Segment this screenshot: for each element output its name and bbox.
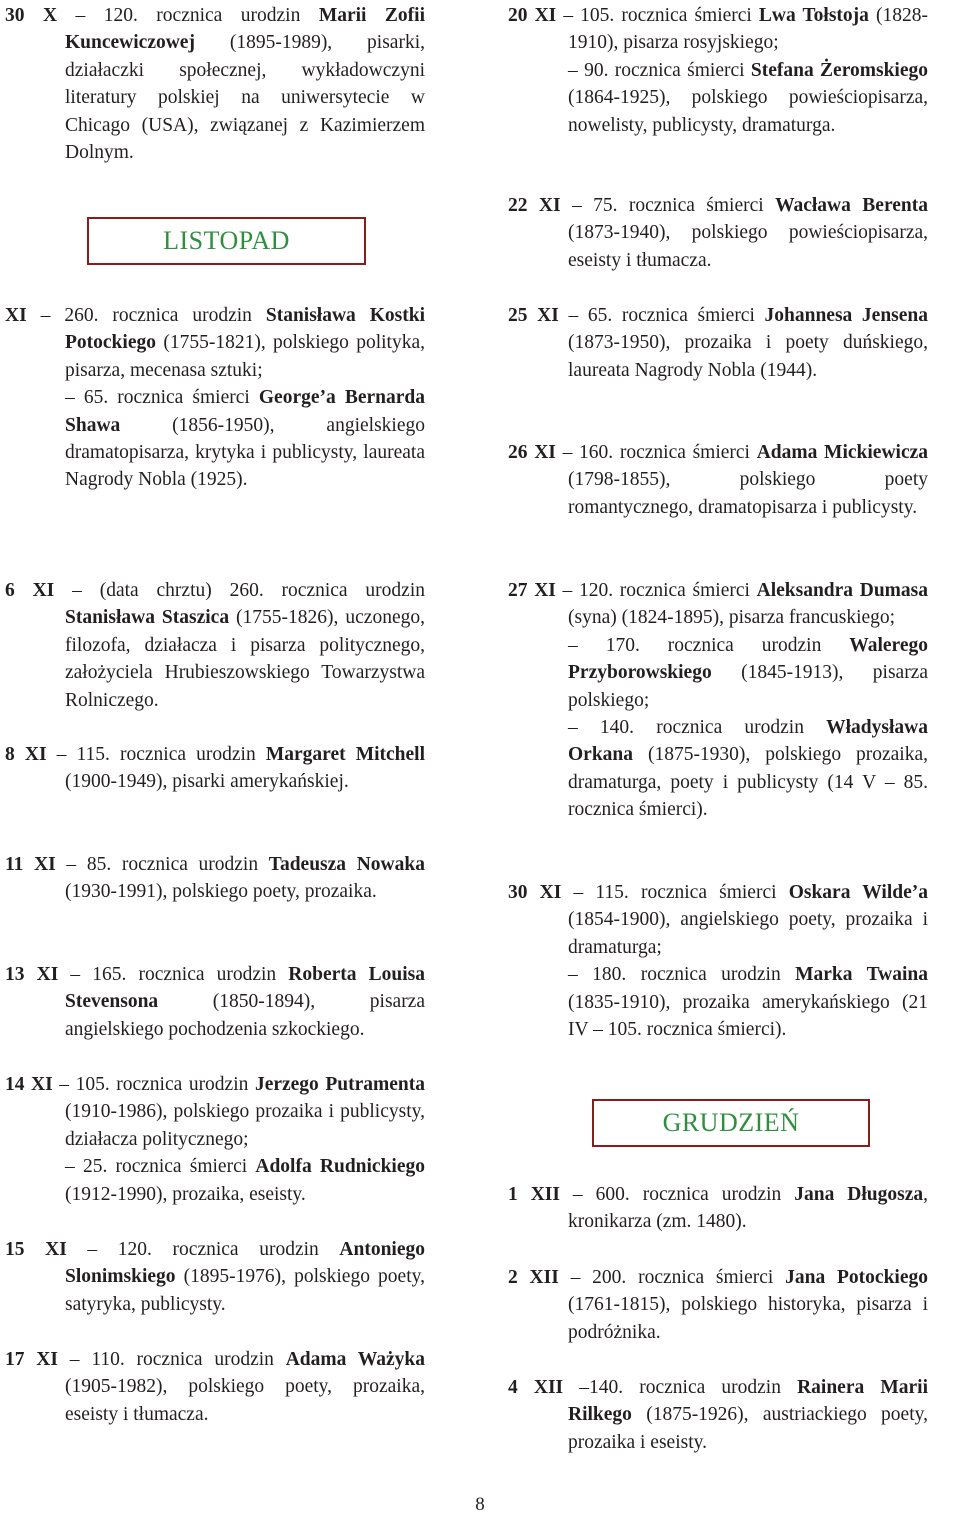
entry-main — [5, 302, 425, 384]
entry-text: 120. rocznica urodzin — [117, 1239, 340, 1260]
person-name: Lwa Tołstoja — [758, 5, 869, 26]
entry-text: 65. rocznica śmierci — [83, 387, 259, 409]
entry-main — [5, 1236, 425, 1318]
calendar-entry — [508, 192, 928, 274]
calendar-entry — [508, 879, 928, 1043]
entry-text: 160. rocznica śmierci — [579, 442, 757, 463]
dash: – — [26, 305, 65, 326]
entry-text: 260. rocznica urodzin — [64, 305, 266, 326]
entry-main — [5, 577, 425, 714]
entry-main — [508, 1264, 928, 1346]
entry-sub — [508, 714, 928, 824]
calendar-entry — [5, 2, 425, 166]
calendar-entry — [508, 439, 928, 521]
dash: – — [46, 744, 77, 765]
entry-text: 75. rocznica śmierci — [593, 195, 776, 216]
entry-text: (1910-1986), polskiego prozaika i publicysty, działacza politycznego; — [65, 1101, 425, 1150]
entry-date: 8 XI — [5, 744, 47, 765]
entry-date: 1 XII — [508, 1184, 560, 1205]
entry-text: 85. rocznica urodzin — [86, 854, 269, 875]
calendar-entry — [5, 851, 425, 906]
dash: – — [66, 1239, 118, 1260]
person-name: Adolfa Rudnickiego — [255, 1156, 426, 1178]
entry-text: (1864-1925), polskiego powieściopisarza, nowelisty, publicysty, dramaturga. — [568, 87, 928, 136]
entry-date: 6 XI — [5, 580, 55, 601]
calendar-entry — [5, 961, 425, 1043]
entry-text: 140. rocznica urodzin — [599, 717, 827, 739]
person-name: Wacława Berenta — [775, 195, 928, 216]
dash: – — [560, 195, 594, 216]
dash: – — [558, 305, 588, 326]
entry-date: XI — [5, 305, 27, 326]
entry-text: 105. rocznica śmierci — [580, 5, 759, 26]
entry-main — [508, 577, 928, 632]
entry-main — [5, 961, 425, 1043]
calendar-entry — [508, 1264, 928, 1346]
entry-text: (1761-1815), polskiego historyka, pisarza i podróżnika. — [568, 1294, 928, 1343]
dash: – — [568, 59, 585, 81]
entry-text: 110. rocznica urodzin — [91, 1349, 286, 1370]
person-name: Adama Ważyka — [285, 1349, 425, 1370]
entry-text: 170. rocznica urodzin — [605, 634, 850, 656]
entry-text: 165. rocznica urodzin — [92, 964, 289, 985]
calendar-entry — [5, 577, 425, 714]
entry-main — [5, 851, 425, 906]
entry-main — [508, 2, 928, 57]
entry-text: (1845-1913), pisarza polskiego; — [568, 662, 928, 711]
entry-text: 115. rocznica urodzin — [76, 744, 266, 765]
calendar-entry — [508, 1181, 928, 1236]
person-name: Aleksandra Dumasa — [756, 580, 928, 601]
dash: – — [568, 717, 600, 739]
entry-text: (1854-1900), angielskiego poety, prozaika i dramaturga; — [568, 909, 928, 958]
entry-text: (1895-1976), polskiego poety, satyryka, publicysty. — [65, 1266, 425, 1315]
calendar-entry — [5, 302, 425, 494]
entry-text: (1873-1940), polskiego powieściopisarza, eseisty i tłumacza. — [568, 222, 928, 271]
entry-text: 115. rocznica śmierci — [595, 882, 789, 903]
entry-text: (1850-1894), pisarza angielskiego pochodzenia szkockiego. — [65, 991, 425, 1040]
dash: – — [55, 854, 87, 875]
person-name: Stanisława Staszica — [65, 607, 230, 629]
entry-date: 25 XI — [508, 305, 559, 326]
person-name: Marka Twaina — [795, 964, 928, 986]
section-header-grudzien: GRUDZIEŃ — [592, 1099, 870, 1147]
entry-text: (data chrztu) 260. rocznica urodzin — [99, 580, 425, 601]
dash: – — [558, 1267, 593, 1288]
entry-text: 25. rocznica śmierci — [82, 1156, 256, 1178]
calendar-entry — [5, 1071, 425, 1208]
entry-text: 140. rocznica urodzin — [589, 1377, 798, 1398]
dash: – — [65, 1156, 83, 1178]
entry-text: 120. rocznica śmierci — [578, 580, 757, 601]
dash: – — [52, 1074, 76, 1095]
entry-main — [5, 1346, 425, 1428]
dash: – — [568, 964, 593, 986]
entry-date: 14 XI — [5, 1074, 53, 1095]
entry-text: (1875-1930), polskiego prozaika, dramaturga, poety i publicysty (14 V – 85. rocznica śmierci). — [568, 744, 928, 821]
entry-text: (1895-1989), pisarki, działaczki społecznej, wykładowczyni literatury polskiej na uniwersytecie w Chicago (USA), związanej z Kazimierzem Dolnym. — [65, 32, 425, 164]
entry-sub — [508, 961, 928, 1043]
entry-date: 2 XII — [508, 1267, 559, 1288]
dash: – — [555, 580, 579, 601]
entry-text: (1905-1982), polskiego poety, prozaika, eseisty i tłumacza. — [65, 1376, 425, 1425]
entry-date: 26 XI — [508, 442, 556, 463]
person-name: Johannesa Jensena — [764, 305, 929, 326]
entry-sub — [508, 57, 928, 139]
entry-main — [508, 192, 928, 274]
entry-text: (1856-1950), angielskiego dramatopisarza, krytyka i publicysty, laureata Nagrody Nobla (1925). — [65, 414, 425, 491]
dash: – — [65, 387, 84, 409]
entry-text: (syna) (1824-1895), pisarza francuskiego; — [568, 607, 896, 629]
person-name: Marii Zofii Kuncewiczowej — [65, 5, 425, 54]
person-name: Roberta Louisa Stevensona — [65, 964, 425, 1013]
person-name: Stanisława Kostki Potockiego — [65, 305, 426, 354]
entry-main — [508, 302, 928, 384]
entry-text: 120. rocznica urodzin — [103, 5, 319, 26]
entry-text: 105. rocznica urodzin — [75, 1074, 255, 1095]
entry-date: 22 XI — [508, 195, 561, 216]
entry-main — [508, 1374, 928, 1456]
calendar-entry — [508, 2, 928, 139]
entry-main — [508, 879, 928, 961]
dash: – — [555, 442, 580, 463]
entry-date: 30 X — [5, 5, 58, 26]
entry-text: (1835-1910), prozaika amerykańskiego (21 IV – 105. rocznica śmierci). — [568, 991, 928, 1041]
entry-main — [5, 1071, 425, 1153]
dash: – — [57, 5, 104, 26]
dash: – — [561, 882, 596, 903]
entry-sub — [5, 1153, 425, 1208]
entry-date: 30 XI — [508, 882, 562, 903]
calendar-entry — [508, 1374, 928, 1456]
dash: – — [58, 964, 93, 985]
entry-date: 20 XI — [508, 5, 557, 26]
person-name: Jerzego Putramenta — [254, 1074, 425, 1095]
person-name: Władysława Orkana — [568, 717, 928, 766]
entry-text: 200. rocznica śmierci — [592, 1267, 786, 1288]
entry-text: 65. rocznica śmierci — [587, 305, 765, 326]
dash: – — [563, 1377, 589, 1398]
entry-text: 600. rocznica urodzin — [595, 1184, 795, 1205]
entry-date: 13 XI — [5, 964, 59, 985]
person-name: Tadeusza Nowaka — [268, 854, 425, 875]
person-name: Stefana Żeromskiego — [750, 59, 928, 81]
calendar-entry — [5, 1346, 425, 1428]
calendar-entry — [508, 302, 928, 384]
entry-main — [508, 1181, 928, 1236]
dash: – — [57, 1349, 92, 1370]
entry-date: 27 XI — [508, 580, 556, 601]
entry-main — [508, 439, 928, 521]
person-name: Oskara Wilde’a — [788, 882, 928, 903]
dash: – — [54, 580, 100, 601]
section-header-listopad: LISTOPAD — [87, 217, 366, 265]
person-name: Margaret Mitchell — [265, 744, 426, 765]
entry-main — [5, 741, 425, 796]
entry-sub — [5, 384, 425, 494]
entry-text: , kronikarza (zm. 1480). — [568, 1184, 928, 1233]
entry-text: (1828-1910), pisarza rosyjskiego; — [568, 5, 928, 54]
entry-text: (1912-1990), prozaika, eseisty. — [65, 1183, 306, 1205]
entry-text: (1755-1821), polskiego polityka, pisarza, mecenasa sztuki; — [65, 332, 425, 381]
entry-text: 180. rocznica urodzin — [592, 964, 796, 986]
dash: – — [556, 5, 581, 26]
entry-sub — [508, 632, 928, 714]
entry-date: 4 XII — [508, 1377, 564, 1398]
entry-text: (1875-1926), austriackiego poety, prozaika i eseisty. — [568, 1404, 928, 1453]
entry-text: (1755-1826), uczonego, filozofa, działacza i pisarza politycznego, założyciela Hrubieszowskiego Towarzystwa Rolniczego. — [65, 607, 425, 711]
entry-text: (1873-1950), prozaika i poety duńskiego, laureata Nagrody Nobla (1944). — [568, 332, 928, 381]
person-name: Adama Mickiewicza — [756, 442, 929, 463]
person-name: Rainera Marii Rilkego — [568, 1377, 928, 1426]
entry-date: 11 XI — [5, 854, 56, 875]
person-name: Jana Potockiego — [785, 1267, 928, 1288]
entry-text: (1900-1949), pisarki amerykańskiej. — [65, 771, 349, 793]
person-name: Walerego Przyborowskiego — [568, 634, 928, 684]
person-name: George’a Bernarda Shawa — [65, 387, 425, 436]
entry-date: 15 XI — [5, 1239, 67, 1260]
person-name: Jana Długosza — [794, 1184, 924, 1205]
page-number: 8 — [475, 1494, 485, 1515]
dash: – — [559, 1184, 596, 1205]
entry-text: 90. rocznica śmierci — [584, 59, 751, 81]
entry-text: (1798-1855), polskiego poety romantycznego, dramatopisarza i publicysty. — [568, 469, 928, 518]
calendar-entry — [508, 577, 928, 824]
person-name: Antoniego Slonimskiego — [65, 1239, 425, 1288]
entry-text: (1930-1991), polskiego poety, prozaika. — [65, 881, 377, 903]
calendar-entry — [5, 1236, 425, 1318]
dash: – — [568, 634, 606, 656]
entry-main — [5, 2, 425, 166]
entry-date: 17 XI — [5, 1349, 58, 1370]
calendar-entry — [5, 741, 425, 796]
